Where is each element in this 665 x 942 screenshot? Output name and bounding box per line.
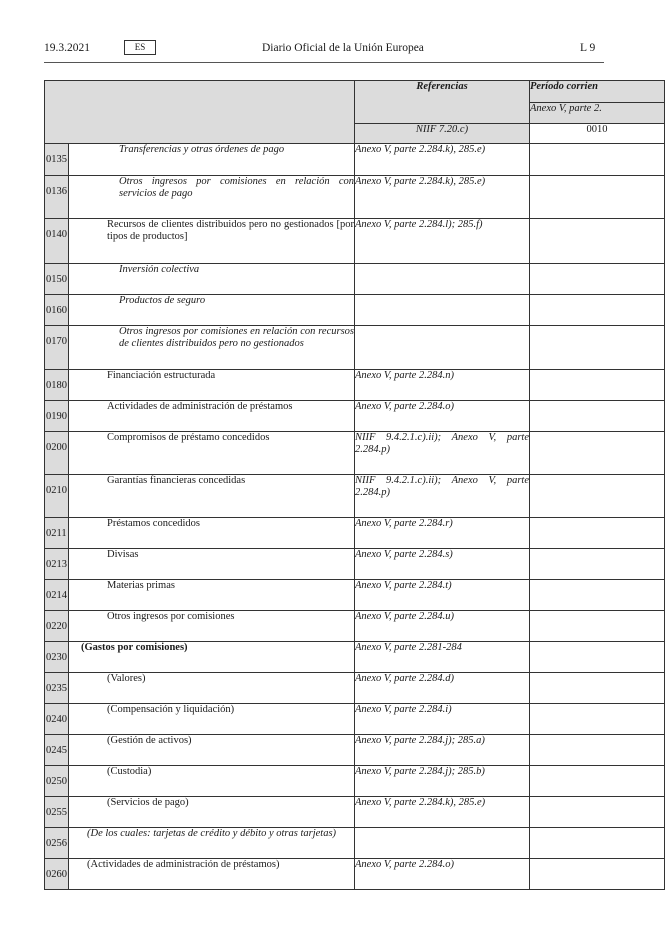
- row-code: 0255: [46, 807, 67, 818]
- row-label: Materias primas: [69, 580, 355, 611]
- row-label: (Servicios de pago): [69, 797, 355, 828]
- row-reference: NIIF 9.4.2.1.c).ii); Anexo V, parte 2.284.p): [355, 432, 530, 475]
- row-label: Recursos de clientes distribuidos pero no gestionados [por tipos de productos]: [69, 219, 355, 264]
- table-row: [45, 735, 665, 766]
- row-code: 0135: [46, 154, 67, 165]
- niif-header: NIIF 7.20.c): [355, 124, 530, 144]
- value-cell[interactable]: [530, 766, 665, 797]
- row-reference: Anexo V, parte 2.284.k), 285.e): [355, 144, 530, 176]
- anexo-header: Anexo V, parte 2.: [530, 103, 665, 124]
- table-row: [45, 673, 665, 704]
- header-blank-cell: [45, 81, 355, 144]
- row-label: Garantías financieras concedidas: [69, 475, 355, 518]
- row-reference: Anexo V, parte 2.284.o): [355, 401, 530, 432]
- row-label: Compromisos de préstamo concedidos: [69, 432, 355, 475]
- row-reference: Anexo V, parte 2.284.u): [355, 611, 530, 642]
- row-reference: Anexo V, parte 2.284.t): [355, 580, 530, 611]
- table-row: [45, 797, 665, 828]
- value-cell[interactable]: [530, 176, 665, 219]
- table-row: [45, 611, 665, 642]
- value-cell[interactable]: [530, 219, 665, 264]
- row-reference: [355, 264, 530, 295]
- journal-title: Diario Oficial de la Unión Europea: [262, 42, 424, 54]
- value-cell[interactable]: [530, 549, 665, 580]
- value-cell[interactable]: [530, 580, 665, 611]
- table-row: [45, 475, 665, 518]
- row-code: 0250: [46, 776, 67, 787]
- row-code: 0245: [46, 745, 67, 756]
- row-code: 0150: [46, 274, 67, 285]
- row-code: 0256: [46, 838, 67, 849]
- value-cell[interactable]: [530, 432, 665, 475]
- row-reference: [355, 326, 530, 370]
- table-row: [45, 859, 665, 890]
- row-label: (Gestión de activos): [69, 735, 355, 766]
- row-label: Préstamos concedidos: [69, 518, 355, 549]
- table-row: [45, 704, 665, 735]
- row-label: Productos de seguro: [69, 295, 355, 326]
- table-row: [45, 766, 665, 797]
- row-reference: Anexo V, parte 2.284.o): [355, 859, 530, 890]
- value-cell[interactable]: [530, 144, 665, 176]
- value-cell[interactable]: [530, 264, 665, 295]
- value-cell[interactable]: [530, 475, 665, 518]
- row-reference: Anexo V, parte 2.284.k), 285.e): [355, 176, 530, 219]
- row-reference: Anexo V, parte 2.281-284: [355, 642, 530, 673]
- page-marker: L 9: [580, 42, 596, 54]
- value-cell[interactable]: [530, 370, 665, 401]
- table-row: [45, 176, 665, 219]
- row-label: Otros ingresos por comisiones en relación con servicios de pago: [69, 176, 355, 219]
- commission-table: [44, 80, 665, 890]
- row-label: Inversión colectiva: [69, 264, 355, 295]
- row-label: (Custodia): [69, 766, 355, 797]
- table-row: [45, 580, 665, 611]
- table-row: [45, 432, 665, 475]
- row-reference: NIIF 9.4.2.1.c).ii); Anexo V, parte 2.284.p): [355, 475, 530, 518]
- row-label: (De los cuales: tarjetas de crédito y débito y otras tarjetas): [69, 828, 355, 859]
- table-row: [45, 518, 665, 549]
- value-cell[interactable]: [530, 828, 665, 859]
- value-cell[interactable]: [530, 673, 665, 704]
- row-code: 0213: [46, 559, 67, 570]
- row-reference: Anexo V, parte 2.284.d): [355, 673, 530, 704]
- row-reference: Anexo V, parte 2.284.j); 285.b): [355, 766, 530, 797]
- header-rule: [44, 62, 604, 63]
- row-code: 0140: [46, 229, 67, 240]
- page-header: [0, 40, 600, 58]
- table-row: [45, 295, 665, 326]
- row-label: Financiación estructurada: [69, 370, 355, 401]
- value-cell[interactable]: [530, 704, 665, 735]
- row-reference: Anexo V, parte 2.284.r): [355, 518, 530, 549]
- referencias-header: Referencias: [355, 81, 530, 124]
- row-reference: Anexo V, parte 2.284.n): [355, 370, 530, 401]
- table-row: [45, 401, 665, 432]
- row-code: 0180: [46, 380, 67, 391]
- row-label: (Compensación y liquidación): [69, 704, 355, 735]
- row-code: 0214: [46, 590, 67, 601]
- value-cell[interactable]: [530, 326, 665, 370]
- periodo-header: Período corrien: [530, 81, 665, 103]
- row-reference: Anexo V, parte 2.284.j); 285.a): [355, 735, 530, 766]
- row-code: 0235: [46, 683, 67, 694]
- row-code: 0136: [46, 186, 67, 197]
- row-code: 0240: [46, 714, 67, 725]
- value-cell[interactable]: [530, 735, 665, 766]
- row-code: 0230: [46, 652, 67, 663]
- table-row: [45, 642, 665, 673]
- row-code: 0160: [46, 305, 67, 316]
- row-reference: Anexo V, parte 2.284.s): [355, 549, 530, 580]
- row-label: Actividades de administración de préstamos: [69, 401, 355, 432]
- row-code: 0170: [46, 336, 67, 347]
- value-cell[interactable]: [530, 797, 665, 828]
- row-code: 0190: [46, 411, 67, 422]
- row-reference: [355, 828, 530, 859]
- table-row: [45, 144, 665, 176]
- row-code: 0260: [46, 869, 67, 880]
- row-label: Divisas: [69, 549, 355, 580]
- row-label: (Actividades de administración de préstamos): [69, 859, 355, 890]
- value-cell[interactable]: [530, 295, 665, 326]
- table-row: [45, 828, 665, 859]
- row-reference: Anexo V, parte 2.284.l); 285.f): [355, 219, 530, 264]
- row-label: Transferencias y otras órdenes de pago: [69, 144, 355, 176]
- row-label: (Gastos por comisiones): [69, 642, 355, 673]
- table-row: [45, 219, 665, 264]
- table-row: [45, 370, 665, 401]
- row-code: 0220: [46, 621, 67, 632]
- value-cell[interactable]: [530, 401, 665, 432]
- row-reference: Anexo V, parte 2.284.i): [355, 704, 530, 735]
- row-code: 0200: [46, 442, 67, 453]
- table-row: [45, 326, 665, 370]
- value-cell[interactable]: [530, 611, 665, 642]
- table-row: [45, 264, 665, 295]
- publication-date: 19.3.2021: [44, 42, 90, 54]
- row-code: 0210: [46, 485, 67, 496]
- row-label: Otros ingresos por comisiones en relación con recursos de clientes distribuidos pero no gestionados: [69, 326, 355, 370]
- row-code: 0211: [46, 528, 67, 539]
- row-label: (Valores): [69, 673, 355, 704]
- value-cell[interactable]: [530, 642, 665, 673]
- value-cell[interactable]: [530, 859, 665, 890]
- column-code-header: 0010: [530, 124, 665, 144]
- row-reference: [355, 295, 530, 326]
- row-reference: Anexo V, parte 2.284.k), 285.e): [355, 797, 530, 828]
- row-label: Otros ingresos por comisiones: [69, 611, 355, 642]
- value-cell[interactable]: [530, 518, 665, 549]
- table-row: [45, 549, 665, 580]
- language-badge: ES: [124, 40, 156, 55]
